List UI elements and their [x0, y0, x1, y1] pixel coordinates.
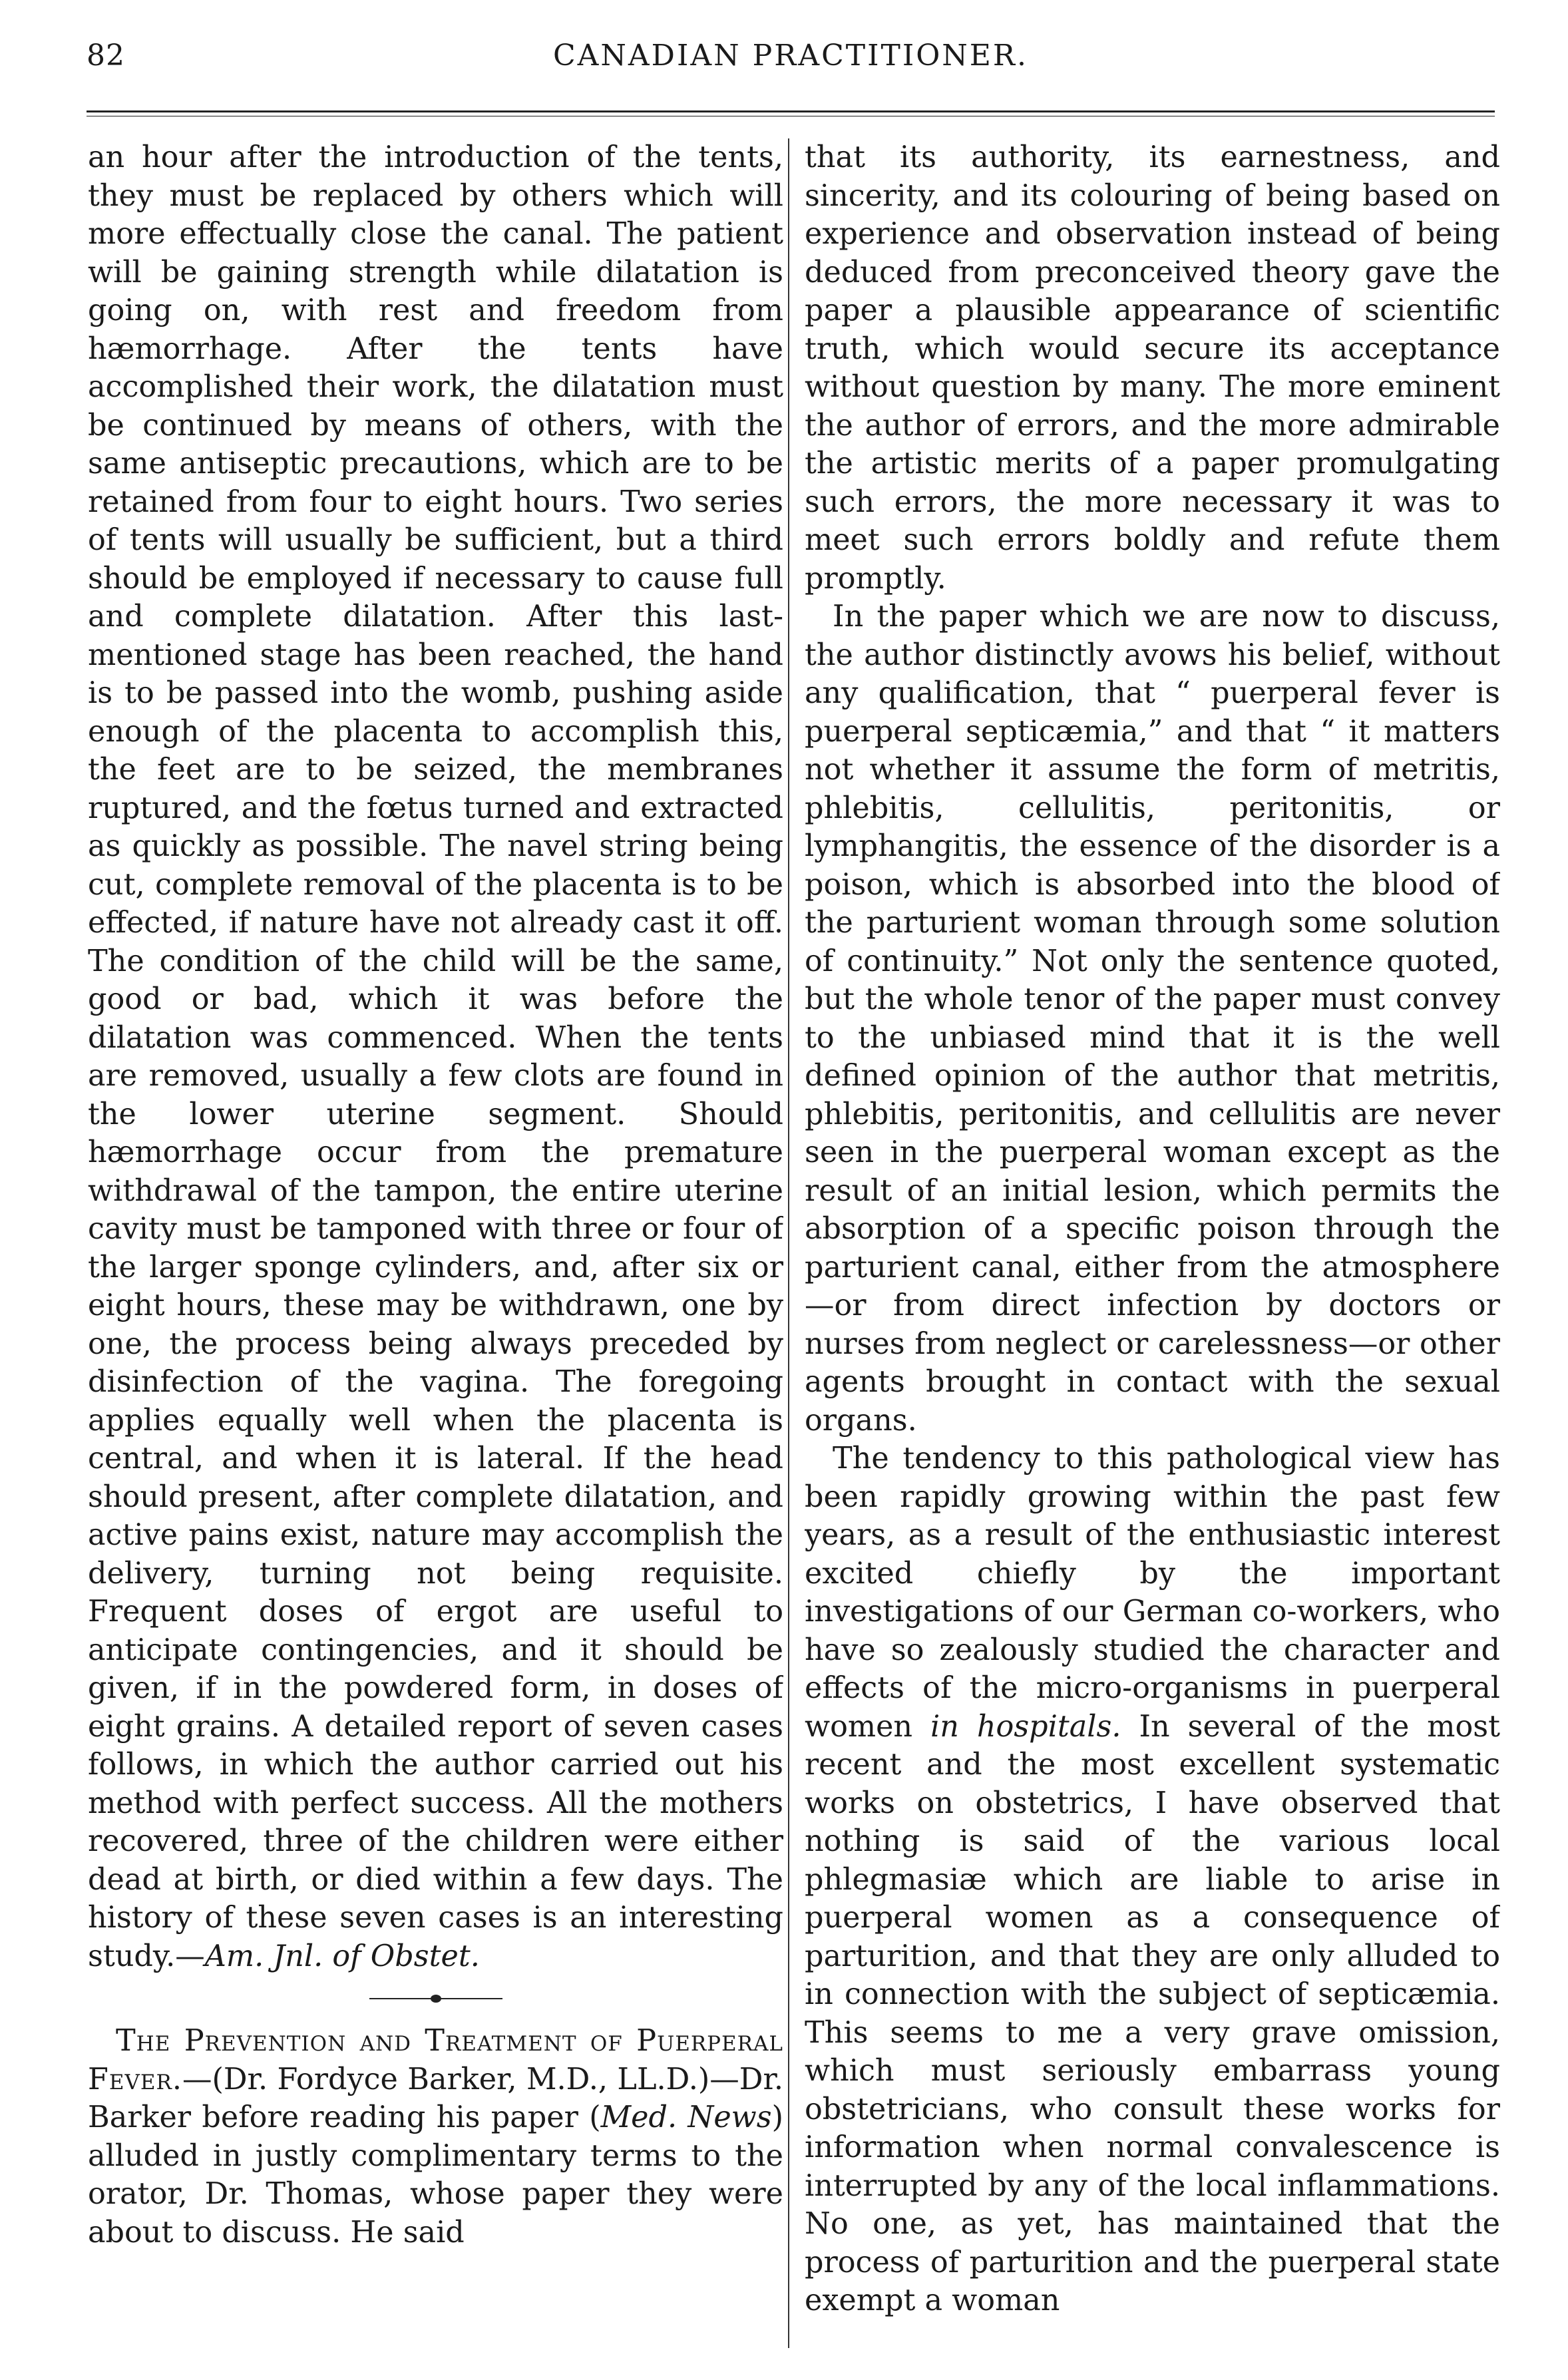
left-paragraph-1 [88, 138, 783, 1975]
column-divider [788, 138, 789, 2348]
right-paragraph-3-rest: In several of the most recent and the most excellent systematic works on obstetrics, I have observed that nothing is said of the various local phlegmasiæ which are liable to arise in puerperal women as a consequence of parturition, and that they are only alluded to in connection with the subject of septicæmia. This seems to me a very grave omission, which must seriously embarrass young obstetricians, who consult these works for information when normal convalescence is interrupted by any of the local inflammations. No one, as yet, has maintained that the process of parturition and the puerperal state exempt a woman [805, 1709, 1500, 2317]
article-lead-text: —(Dr. Fordyce Barker, M.D., LL.D.)—Dr. Barker before reading his paper ( [88, 2062, 783, 2134]
article-rest-text: ) alluded in justly complimentary terms to the orator, Dr. Thomas, whose paper they were about to discuss. He said [88, 2100, 783, 2250]
citation: Am. Jnl. of Obstet. [204, 1939, 480, 1973]
emphasis-in-hospitals: in hospitals. [930, 1709, 1121, 1744]
page-number: 82 [87, 39, 125, 73]
left-column [88, 138, 783, 2348]
article-title: The Prevention and Treatment of Puerperal Fever. [88, 2024, 783, 2096]
right-paragraph-3 [805, 1440, 1500, 2320]
section-separator [369, 1994, 502, 2003]
journal-title: CANADIAN PRACTITIONER. [552, 39, 1029, 73]
running-head [87, 39, 1495, 92]
article-paragraph [88, 2022, 783, 2252]
right-column [805, 138, 1500, 2348]
source-reference: Med. News [600, 2100, 772, 2134]
right-paragraph-1: that its authority, its earnestness, and sincerity, and its colouring of being based on experience and observation instead of being deduced from preconceived theory gave the paper a plausible appearance of scientific truth, which would secure its acceptance without question by many. The more eminent the author of errors, and the more admirable the artistic merits of a paper promulgating such errors, the more necessary it was to meet such errors boldly and refute them promptly. [805, 140, 1500, 596]
right-paragraph-3-lead: The tendency to this pathological view has been rapidly growing within the past few years, as a result of the enthusiastic interest excited chiefly by the important investigations of our German co-workers, who have so zealously studied the character and effects of the micro-organisms in puerperal women [805, 1442, 1500, 1744]
right-paragraph-2: In the paper which we are now to discuss, the author distinctly avows his belief, without any qualification, that “ puerperal fever is puerperal septicæmia,” and that “ it matters not whether it assume the form of metritis, phlebitis, cellulitis, peritonitis, or lymphangitis, the essence of the disorder is a poison, which is absorbed into the blood of the parturient woman through some solution of continuity.” Not only the sentence quoted, but the whole tenor of the paper must convey to the unbiased mind that it is the well defined opinion of the author that metritis, phlebitis, peritonitis, and cellulitis are never seen in the puerperal woman except as the result of an initial lesion, which permits the absorption of a specific poison through the parturient canal, either from the atmosphere—or from direct infection by doctors or nurses from neglect or carelessness—or other agents brought in contact with the sexual organs. [805, 600, 1500, 1438]
header-rule [87, 110, 1495, 112]
left-paragraph-1-text: an hour after the introduction of the tents, they must be replaced by others which will more effectually close the canal. The patient will be gaining strength while dilatation is going on, with rest and freedom from hæmorrhage. After the tents have accomplished their work, the dilatation must be continued by means of others, with the same antiseptic precautions, which are to be retained from four to eight hours. Two series of tents will usually be sufficient, but a third should be employed if necessary to cause full and complete dilatation. After this last-mentioned stage has been reached, the hand is to be passed into the womb, pushing aside enough of the placenta to accomplish this, the feet are to be seized, the membranes ruptured, and the fœtus turned and extracted as quickly as possible. The navel string being cut, complete removal of the placenta is to be effected, if nature have not already cast it off. The condition of the child will be the same, good or bad, which it was before the dilatation was commenced. When the tents are removed, usually a few clots are found in the lower uterine segment. Should hæmorrhage occur from the premature withdrawal of the tampon, the entire uterine cavity must be tamponed with three or four of the larger sponge cylinders, and, after six or eight hours, these may be withdrawn, one by one, the process being always preceded by disinfection of the vagina. The foregoing applies equally well when the placenta is central, and when it is lateral. If the head should present, after complete dilatation, and active pains exist, nature may accomplish the delivery, turning not being requisite. Frequent doses of ergot are useful to anticipate contingencies, and it should be given, if in the powdered form, in doses of eight grains. A detailed report of seven cases follows, in which the author carried out his method with perfect success. All the mothers recovered, three of the children were either dead at birth, or died within a few days. The history of these seven cases is an interesting study.— [88, 140, 783, 1973]
